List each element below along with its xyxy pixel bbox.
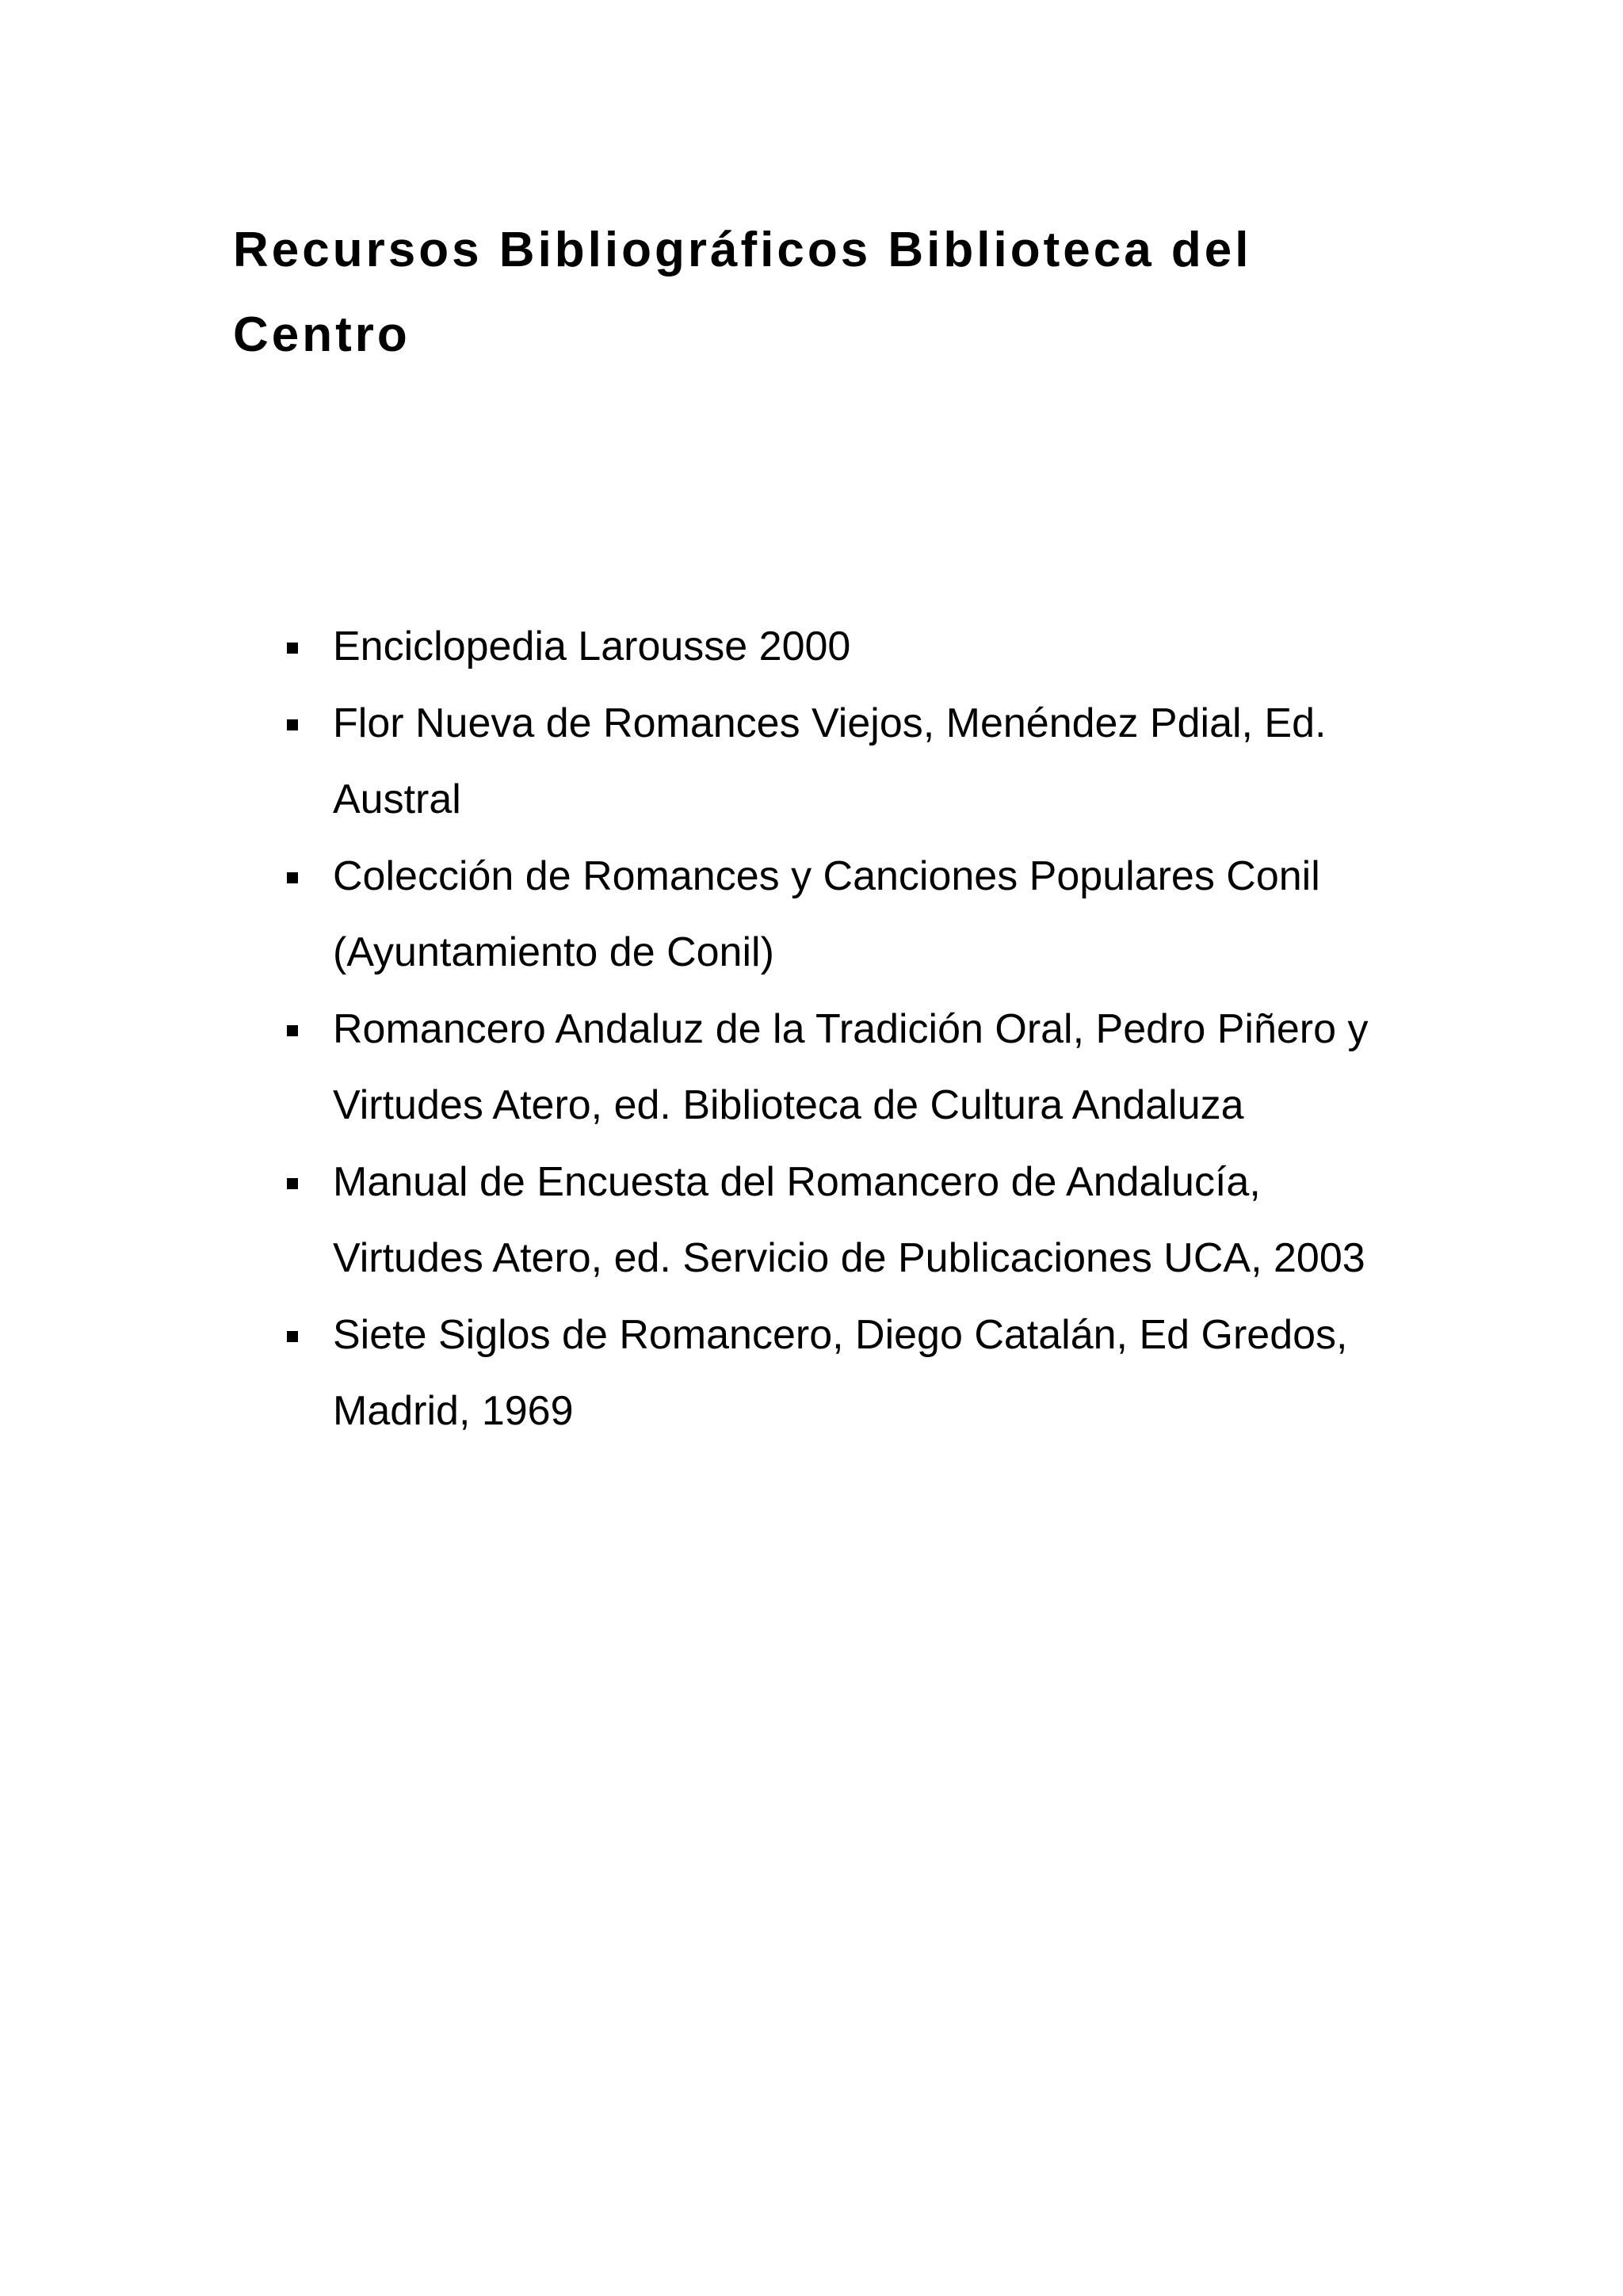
square-bullet-icon: [287, 643, 298, 654]
square-bullet-icon: [287, 1331, 298, 1342]
list-item: [287, 608, 1412, 685]
square-bullet-icon: [287, 1025, 298, 1036]
list-item: [287, 991, 1412, 1144]
list-item-text: Enciclopedia Larousse 2000: [333, 624, 851, 669]
list-item-text: Manual de Encuesta del Romancero de Andalucía, Virtudes Atero, ed. Servicio de Publicaciones UCA, 2003: [333, 1158, 1365, 1281]
square-bullet-icon: [287, 872, 298, 883]
list-item-text: Romancero Andaluz de la Tradición Oral, Pedro Piñero y Virtudes Atero, ed. Biblioteca de Cultura Andaluza: [333, 1005, 1369, 1128]
list-item: [287, 685, 1412, 838]
list-item: [287, 1297, 1412, 1450]
bibliography-list: [287, 608, 1412, 1450]
square-bullet-icon: [287, 1178, 298, 1189]
list-item-text: Flor Nueva de Romances Viejos, Menéndez Pdial, Ed. Austral: [333, 700, 1327, 822]
square-bullet-icon: [287, 719, 298, 730]
list-item: [287, 1144, 1412, 1297]
document-title: Recursos Bibliográficos Biblioteca del Centro: [233, 223, 1252, 362]
list-item: [287, 838, 1412, 991]
list-item-text: Siete Siglos de Romancero, Diego Catalán, Ed Gredos, Madrid, 1969: [333, 1311, 1348, 1434]
list-item-text: Colección de Romances y Canciones Populares Conil (Ayuntamiento de Conil): [333, 852, 1320, 975]
